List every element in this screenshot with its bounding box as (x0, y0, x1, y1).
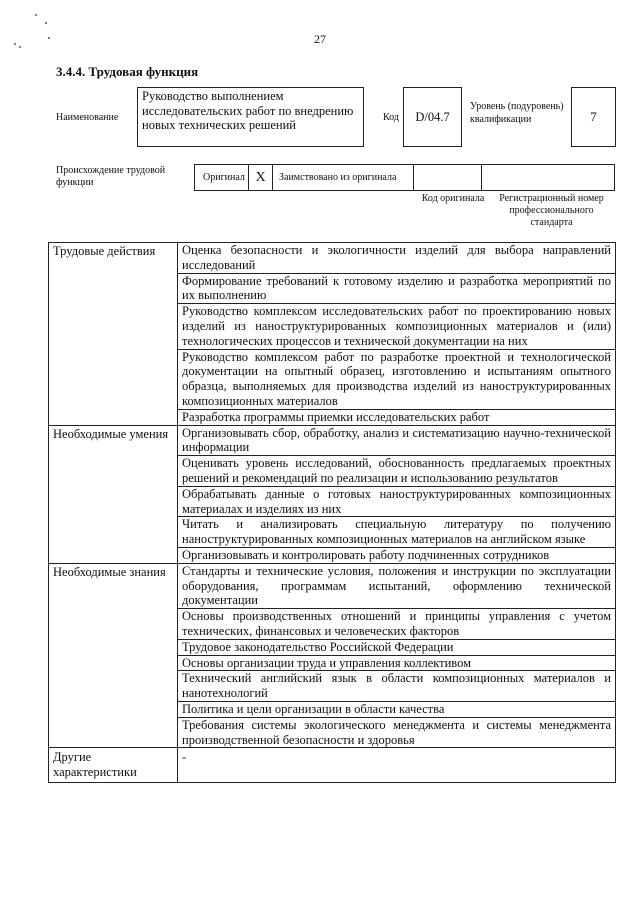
scan-speck (45, 22, 47, 24)
required-knowledge-category: Необходимые знания (49, 563, 178, 748)
table-item: Организовывать и контролировать работу подчиненных сотрудников (178, 547, 616, 563)
table-item: Руководство комплексом работ по разработке проектной и технологической документации на опытный образец, изготовлению и испытаниям опытного образца, выполняемых для производства изделий из наноструктурированных композиционных материалов (178, 349, 616, 409)
table-row (49, 243, 616, 274)
table-item: Формирование требований к готовому изделию и разработка мероприятий по их выполнению (178, 273, 616, 304)
registration-number-label: Регистрационный номер профессионального стандарта (499, 193, 604, 228)
table-item: Технический английский язык в области композиционных материалов и нанотехнологий (178, 671, 616, 702)
labor-actions-category: Трудовые действия (49, 243, 178, 426)
table-item: Оценивать уровень исследований, обоснованность предлагаемых проектных решений и рекомендаций по реализации и использованию результатов (178, 456, 616, 487)
origin-original-label: Оригинал (203, 172, 245, 183)
origin-borrowed-cell (273, 165, 414, 190)
other-characteristics-category: Другие характеристики (49, 748, 178, 783)
table-item: Стандарты и технические условия, положения и инструкции по эксплуатации оборудования, программам испытаний, оформлению технической документации (178, 563, 616, 608)
table-item: Трудовое законодательство Российской Федерации (178, 639, 616, 655)
origin-original-cell (195, 165, 249, 190)
name-value: Руководство выполнением исследовательских работ по внедрению новых технических решений (142, 89, 354, 133)
level-value-box (571, 87, 616, 147)
page-number: 27 (314, 32, 326, 46)
table-item: Требования системы экологического менеджмента и системы менеджмента производственной безопасности и здоровья (178, 717, 616, 748)
table-row (49, 563, 616, 608)
table-item: Обрабатывать данные о готовых наноструктурированных композиционных материалах и изделиях из них (178, 486, 616, 517)
table-item: Читать и анализировать специальную литературу по получению наноструктурированных композиционных материалов на английском языке (178, 517, 616, 548)
table-item: Оценка безопасности и экологичности изделий для выбора направлений исследований (178, 243, 616, 274)
name-value-box (137, 87, 364, 147)
name-label: Наименование (56, 112, 119, 123)
level-label: Уровень (подуровень) квалификации (470, 101, 564, 125)
table-body (49, 243, 616, 783)
origin-row (194, 164, 615, 191)
table-item: Политика и цели организации в области качества (178, 701, 616, 717)
origin-registration-cell (482, 165, 614, 190)
code-value-box (403, 87, 462, 147)
origin-borrowed-label: Заимствовано из оригинала (279, 172, 397, 183)
level-value: 7 (590, 109, 597, 124)
origin-original-mark: X (255, 169, 266, 185)
other-characteristics-value: - (178, 748, 616, 783)
table-row (49, 425, 616, 456)
table-item: Основы производственных отношений и принципы управления с учетом технических, финансовых и человеческих факторов (178, 609, 616, 640)
section-title: 3.4.4. Трудовая функция (56, 64, 199, 79)
table-row (49, 748, 616, 783)
table-item: Руководство комплексом исследовательских работ по проектированию новых изделий из наноструктурированных композиционных материалов и (или) технологических процессов и технической документации на них (178, 304, 616, 349)
table-item: Организовывать сбор, обработку, анализ и систематизацию научно-технической информации (178, 425, 616, 456)
origin-original-mark-cell (249, 165, 273, 190)
code-value: D/04.7 (415, 109, 450, 124)
labor-function-table (48, 242, 616, 783)
origin-label: Происхождение трудовой функции (56, 165, 166, 188)
table-item: Основы организации труда и управления коллективом (178, 655, 616, 671)
code-of-original-label: Код оригинала (421, 193, 485, 204)
table-item: Разработка программы приемки исследовательских работ (178, 409, 616, 425)
required-skills-category: Необходимые умения (49, 425, 178, 563)
scan-speck (35, 14, 37, 16)
origin-code-cell (414, 165, 482, 190)
code-label: Код (383, 112, 399, 123)
